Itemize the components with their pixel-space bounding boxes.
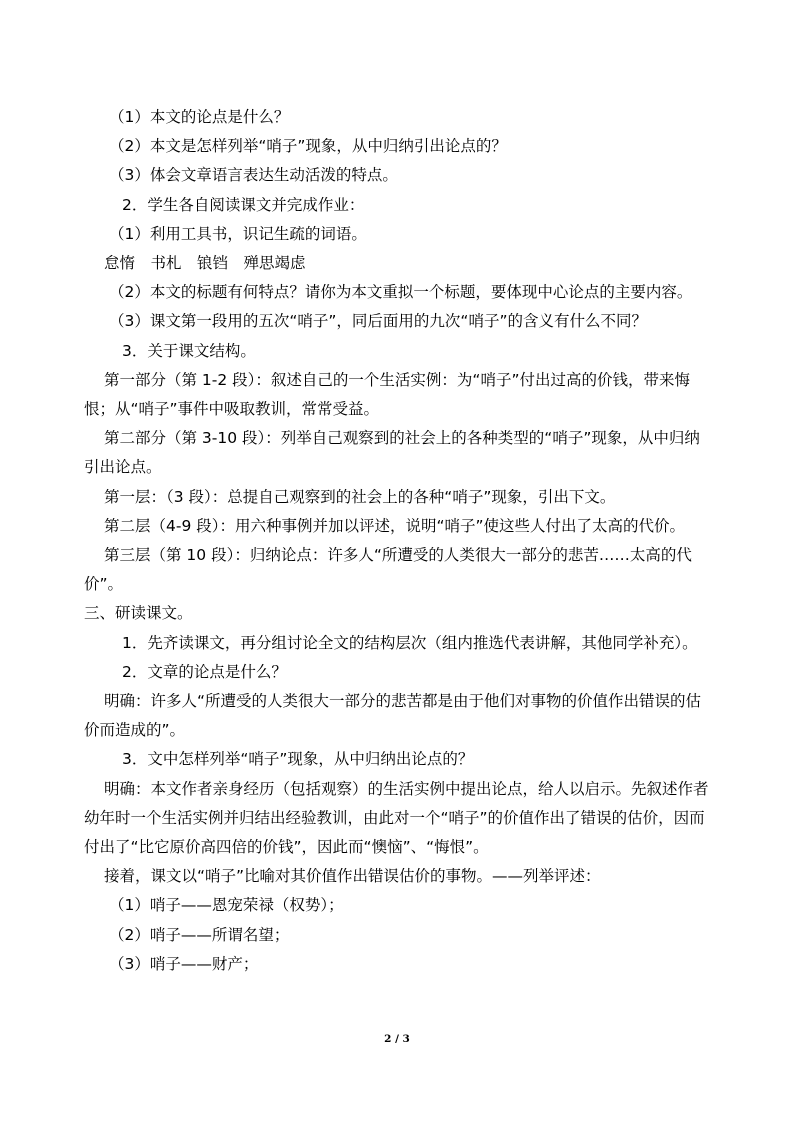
layer-1: 第一层：（3 段）：总提自己观察到的社会上的各种“哨子”现象，引出下文。 [104,487,616,506]
question-2: （2）本文是怎样列举“哨子”现象，从中归纳引出论点的？ [109,137,507,156]
task-3: （3）课文第一段用的五次“哨子”，同后面用的九次“哨子”的含义有什么不同？ [109,312,647,331]
layer-2: 第二层（4-9 段）：用六种事例并加以评述，说明“哨子”使这些人付出了太高的代价。 [104,516,686,535]
study-step-2: 2．文章的论点是什么？ [122,662,287,681]
answer-2: 明确：许多人“所遭受的人类很大一部分的悲苦都是由于他们对事物的价值作出错误的估价而造成的”。 [84,692,702,740]
step-2-heading: 2．学生各自阅读课文并完成作业： [122,195,365,214]
part-2: 第二部分（第 3-10 段）：列举自己观察到的社会上的各种类型的“哨子”现象，从中归纳引出论点。 [84,429,700,477]
task-1: （1）利用工具书，识记生疏的词语。 [109,224,367,243]
question-1: （1）本文的论点是什么？ [109,108,290,126]
task-2: （2）本文的标题有何特点？请你为本文重拟一个标题，要体现中心论点的主要内容。 [109,283,693,302]
list-item-1: （1）哨子——恩宠荣禄（权势）； [109,896,344,915]
step-3-heading: 3．关于课文结构。 [122,341,256,360]
list-item-2: （2）哨子——所谓名望； [109,925,290,944]
section-3-heading: 三、研读课文。 [84,604,193,623]
list-item-3: （3）哨子——财产； [109,954,259,973]
page-number: 2 / 3 [384,1033,410,1045]
question-3: （3）体会文章语言表达生动活泼的特点。 [109,166,398,185]
study-step-1: 1．先齐读课文，再分组讨论全文的结构层次（组内推选代表讲解，其他同学补充）。 [122,633,698,652]
study-step-3: 3．文中怎样列举“哨子”现象，从中归纳出论点的？ [122,750,474,769]
layer-3: 第三层（第 10 段）：归纳论点：许多人“所遭受的人类很大一部分的悲苦……太高的代价”。 [84,546,692,594]
part-1-text: 第一部分（第 1-2 段）：叙述自己的一个生活实例：为“哨子”付出过高的价钱，带来悔恨；从“哨子”事件中吸取教训，常常受益。 [84,370,690,419]
answer-3: 明确：本文作者亲身经历（包括观察）的生活实例中提出论点，给人以启示。先叙述作者幼年时一个生活实例并归结出经验教训，由此对一个“哨子”的价值作出了错误的估价，因而付出了“比它原价高四倍的价钱”，因此而“懊恼”、“悔恨”。 [84,779,709,857]
vocabulary-list: 怠惰 书札 锒铛 殚思竭虑 [104,254,306,273]
list-intro: 接着，课文以“哨子”比喻对其价值作出错误估价的事物。——列举评述： [104,867,601,886]
document-body [84,103,712,979]
part-1 [84,366,712,424]
